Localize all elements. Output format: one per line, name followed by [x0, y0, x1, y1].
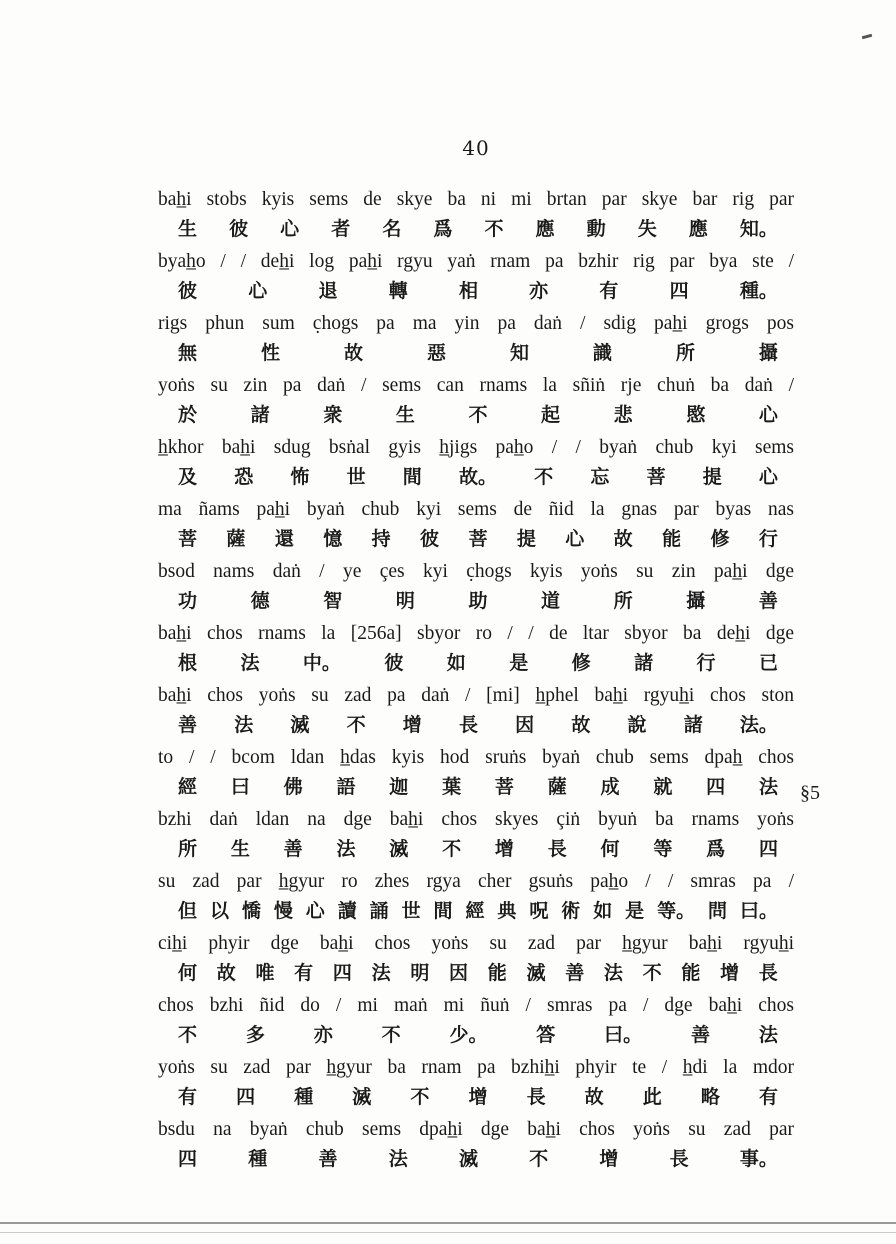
bilingual-text-body: [158, 186, 798, 1178]
chinese-glyph: 如: [593, 900, 613, 922]
chinese-glyph: 名: [382, 218, 402, 240]
chinese-glyph: 呪: [529, 900, 549, 922]
text-line-pair: [158, 930, 798, 992]
chinese-glyph: 四: [236, 1086, 256, 1108]
chinese-glyph: 能: [681, 962, 701, 984]
chinese-glyph: 誦: [369, 900, 389, 922]
chinese-glyph: 不: [534, 466, 554, 488]
chinese-glyph: 增: [402, 714, 422, 736]
text-line-pair: [158, 372, 798, 434]
chinese-glyph: 心: [280, 218, 300, 240]
chinese-glyph: 應: [535, 218, 555, 240]
tibetan-transliteration-line: rigs phun sum c̣hogs pa ma yin pa daṅ / sdig pah̲i grogs pos: [158, 313, 794, 334]
chinese-glyph: 增: [720, 962, 740, 984]
chinese-glyph: 不: [529, 1148, 549, 1170]
chinese-glyph: 長: [758, 962, 778, 984]
chinese-glyph: 有: [178, 1086, 198, 1108]
text-line-pair: [158, 868, 798, 930]
chinese-glyph: 不: [178, 1024, 198, 1046]
text-line-pair: [158, 992, 798, 1054]
chinese-glyph: 亦: [313, 1024, 333, 1046]
chinese-glyph: 明: [395, 590, 415, 612]
chinese-glyph: 能: [662, 528, 682, 550]
chinese-glyph: 成: [600, 776, 620, 798]
chinese-translation-line: [178, 1144, 778, 1174]
chinese-glyph: 菩: [178, 528, 198, 550]
chinese-glyph: 如: [446, 652, 466, 674]
chinese-glyph: 故: [584, 1086, 604, 1108]
chinese-glyph: 種: [248, 1148, 268, 1170]
chinese-glyph: 提: [516, 528, 536, 550]
chinese-glyph: 因: [515, 714, 535, 736]
text-line-pair: [158, 744, 798, 806]
chinese-translation-line: [178, 1020, 778, 1050]
section-marker: §5: [800, 782, 820, 804]
tibetan-transliteration-line: yoṅs su zin pa daṅ / sems can rnams la sñiṅ rje chuṅ ba daṅ /: [158, 375, 794, 396]
chinese-glyph: 怖: [290, 466, 310, 488]
chinese-glyph: 動: [586, 218, 606, 240]
chinese-glyph: 法: [388, 1148, 408, 1170]
chinese-glyph: 修: [710, 528, 730, 550]
chinese-glyph: 攝: [686, 590, 706, 612]
chinese-glyph: 少。: [449, 1024, 488, 1046]
tibetan-transliteration-line: ma ñams pah̲i byaṅ chub kyi sems de ñid la gnas par byas nas: [158, 499, 794, 520]
chinese-glyph: 生: [395, 404, 415, 426]
chinese-glyph: 彼: [229, 218, 249, 240]
chinese-glyph: 增: [494, 838, 514, 860]
chinese-glyph: 所: [613, 590, 633, 612]
chinese-glyph: 及: [178, 466, 198, 488]
chinese-glyph: 菩: [646, 466, 666, 488]
chinese-glyph: 能: [487, 962, 507, 984]
chinese-glyph: 彼: [420, 528, 440, 550]
chinese-glyph: 事。: [739, 1148, 778, 1170]
chinese-glyph: 法: [758, 776, 778, 798]
chinese-glyph: 心: [248, 280, 268, 302]
chinese-glyph: 善: [283, 838, 303, 860]
chinese-glyph: 爲: [433, 218, 453, 240]
chinese-glyph: 故: [216, 962, 236, 984]
chinese-glyph: 忘: [590, 466, 610, 488]
chinese-glyph: 滅: [352, 1086, 372, 1108]
chinese-glyph: 諸: [250, 404, 270, 426]
chinese-glyph: 者: [331, 218, 351, 240]
chinese-glyph: 相: [458, 280, 478, 302]
chinese-glyph: 長: [547, 838, 567, 860]
chinese-glyph: 滅: [389, 838, 409, 860]
chinese-glyph: 故: [343, 342, 363, 364]
chinese-glyph: 曰。: [739, 900, 778, 922]
chinese-glyph: 說: [627, 714, 647, 736]
chinese-glyph: 答: [536, 1024, 556, 1046]
chinese-glyph: 悲: [613, 404, 633, 426]
text-line-pair: [158, 806, 798, 868]
chinese-glyph: 菩: [468, 528, 488, 550]
tibetan-transliteration-line: to / / bcom ldan h̲das kyis hod sruṅs byaṅ chub sems dpah̲ chos: [158, 747, 794, 768]
chinese-translation-line: [178, 214, 778, 244]
text-line-pair: [158, 248, 798, 310]
chinese-glyph: 無: [178, 342, 198, 364]
chinese-glyph: 不: [381, 1024, 401, 1046]
chinese-glyph: 問: [708, 900, 728, 922]
chinese-glyph: 四: [669, 280, 689, 302]
chinese-glyph: 彼: [384, 652, 404, 674]
text-line-pair: [158, 496, 798, 558]
chinese-glyph: 佛: [283, 776, 303, 798]
chinese-glyph: 失: [637, 218, 657, 240]
chinese-glyph: 種。: [739, 280, 778, 302]
chinese-glyph: 曰: [230, 776, 250, 798]
chinese-glyph: 薩: [226, 528, 246, 550]
chinese-glyph: 不: [468, 404, 488, 426]
chinese-glyph: 善: [691, 1024, 711, 1046]
chinese-glyph: 長: [669, 1148, 689, 1170]
chinese-glyph: 增: [599, 1148, 619, 1170]
chinese-glyph: 語: [336, 776, 356, 798]
chinese-glyph: 彼: [178, 280, 198, 302]
chinese-glyph: 曰。: [604, 1024, 643, 1046]
text-line-pair: [158, 682, 798, 744]
chinese-glyph: 道: [541, 590, 561, 612]
chinese-glyph: 法: [240, 652, 260, 674]
chinese-glyph: 種: [294, 1086, 314, 1108]
chinese-glyph: 法: [758, 1024, 778, 1046]
chinese-glyph: 有: [758, 1086, 778, 1108]
text-line-pair: [158, 558, 798, 620]
chinese-glyph: 根: [178, 652, 198, 674]
chinese-glyph: 轉: [388, 280, 408, 302]
chinese-glyph: 已: [758, 652, 778, 674]
chinese-glyph: 退: [318, 280, 338, 302]
text-line-pair: [158, 186, 798, 248]
chinese-glyph: 薩: [547, 776, 567, 798]
chinese-glyph: 經: [178, 776, 198, 798]
chinese-translation-line: [178, 524, 778, 554]
chinese-glyph: 爲: [706, 838, 726, 860]
tibetan-transliteration-line: chos bzhi ñid do / mi maṅ mi ñuṅ / smras pa / dge bah̲i chos: [158, 995, 794, 1016]
chinese-glyph: 何: [600, 838, 620, 860]
chinese-glyph: 心: [758, 466, 778, 488]
tibetan-transliteration-line: bzhi daṅ ldan na dge bah̲i chos skyes çiṅ byuṅ ba rnams yoṅs: [158, 809, 794, 830]
chinese-glyph: 滅: [290, 714, 310, 736]
chinese-glyph: 唯: [255, 962, 275, 984]
chinese-glyph: 略: [700, 1086, 720, 1108]
chinese-glyph: 法: [603, 962, 623, 984]
chinese-glyph: 攝: [758, 342, 778, 364]
chinese-glyph: 長: [526, 1086, 546, 1108]
chinese-glyph: 滅: [526, 962, 546, 984]
chinese-translation-line: [178, 896, 778, 926]
chinese-glyph: 就: [653, 776, 673, 798]
chinese-glyph: 諸: [634, 652, 654, 674]
chinese-translation-line: [178, 586, 778, 616]
chinese-glyph: 四: [332, 962, 352, 984]
chinese-translation-line: [178, 710, 778, 740]
scan-speck: [862, 34, 872, 39]
chinese-glyph: 不: [346, 714, 366, 736]
text-line-pair: [158, 1054, 798, 1116]
chinese-glyph: 善: [318, 1148, 338, 1170]
chinese-glyph: 不: [642, 962, 662, 984]
chinese-glyph: 不: [484, 218, 504, 240]
chinese-translation-line: [178, 1082, 778, 1112]
chinese-glyph: 等: [653, 838, 673, 860]
chinese-glyph: 所: [178, 838, 198, 860]
chinese-glyph: 善: [758, 590, 778, 612]
chinese-glyph: 法: [234, 714, 254, 736]
chinese-glyph: 世: [401, 900, 421, 922]
chinese-glyph: 是: [509, 652, 529, 674]
chinese-translation-line: [178, 338, 778, 368]
chinese-glyph: 助: [468, 590, 488, 612]
tibetan-transliteration-line: bsod nams daṅ / ye çes kyi c̣hogs kyis yoṅs su zin pah̲i dge: [158, 561, 794, 582]
chinese-glyph: 應: [688, 218, 708, 240]
chinese-glyph: 是: [625, 900, 645, 922]
chinese-glyph: 憶: [323, 528, 343, 550]
tibetan-transliteration-line: bah̲i chos yoṅs su zad pa daṅ / [mi] h̲phel bah̲i rgyuh̲i chos ston: [158, 685, 794, 706]
chinese-glyph: 法: [336, 838, 356, 860]
chinese-glyph: 智: [323, 590, 343, 612]
chinese-glyph: 不: [410, 1086, 430, 1108]
chinese-glyph: 術: [561, 900, 581, 922]
chinese-glyph: 修: [571, 652, 591, 674]
chinese-glyph: 此: [642, 1086, 662, 1108]
chinese-glyph: 恐: [234, 466, 254, 488]
chinese-glyph: 增: [468, 1086, 488, 1108]
chinese-glyph: 讀: [337, 900, 357, 922]
chinese-glyph: 等。: [657, 900, 696, 922]
chinese-glyph: 生: [178, 218, 198, 240]
chinese-translation-line: [178, 648, 778, 678]
chinese-glyph: 間: [402, 466, 422, 488]
tibetan-transliteration-line: bah̲i chos rnams la [256a] sbyor ro / / de ltar sbyor ba deh̲i dge: [158, 623, 794, 644]
chinese-glyph: 滅: [458, 1148, 478, 1170]
chinese-glyph: 知。: [739, 218, 778, 240]
chinese-glyph: 衆: [323, 404, 343, 426]
chinese-glyph: 四: [758, 838, 778, 860]
chinese-translation-line: [178, 462, 778, 492]
bottom-rule: [0, 1222, 896, 1224]
chinese-glyph: 世: [346, 466, 366, 488]
chinese-glyph: 慢: [273, 900, 293, 922]
chinese-translation-line: [178, 958, 778, 988]
chinese-glyph: 但: [178, 900, 198, 922]
tibetan-transliteration-line: bsdu na byaṅ chub sems dpah̲i dge bah̲i chos yoṅs su zad par: [158, 1119, 794, 1140]
tibetan-transliteration-line: h̲khor bah̲i sdug bsṅal gyis h̲jigs pah̲o / / byaṅ chub kyi sems: [158, 437, 794, 458]
text-line-pair: [158, 310, 798, 372]
chinese-glyph: 行: [758, 528, 778, 550]
chinese-glyph: 行: [696, 652, 716, 674]
chinese-glyph: 性: [260, 342, 280, 364]
chinese-glyph: 經: [465, 900, 485, 922]
chinese-glyph: 何: [178, 962, 198, 984]
chinese-glyph: 提: [702, 466, 722, 488]
chinese-glyph: 有: [599, 280, 619, 302]
chinese-glyph: 生: [230, 838, 250, 860]
chinese-glyph: 識: [592, 342, 612, 364]
chinese-glyph: 四: [706, 776, 726, 798]
chinese-glyph: 德: [250, 590, 270, 612]
tibetan-transliteration-line: su zad par h̲gyur ro zhes rgya cher gsuṅs pah̲o / / smras pa /: [158, 871, 794, 892]
chinese-glyph: 於: [178, 404, 198, 426]
chinese-glyph: 迦: [389, 776, 409, 798]
chinese-glyph: 心: [758, 404, 778, 426]
chinese-glyph: 諸: [683, 714, 703, 736]
chinese-glyph: 所: [675, 342, 695, 364]
chinese-glyph: 菩: [494, 776, 514, 798]
chinese-glyph: 善: [178, 714, 198, 736]
chinese-glyph: 心: [565, 528, 585, 550]
text-line-pair: [158, 434, 798, 496]
tibetan-transliteration-line: byah̲o / / deh̲i log pah̲i rgyu yaṅ rnam pa bzhir rig par bya ste /: [158, 251, 794, 272]
chinese-glyph: 間: [433, 900, 453, 922]
chinese-glyph: 持: [371, 528, 391, 550]
text-line-pair: [158, 620, 798, 682]
chinese-glyph: 善: [565, 962, 585, 984]
text-line-pair: [158, 1116, 798, 1178]
chinese-glyph: 中。: [302, 652, 341, 674]
chinese-glyph: 亦: [529, 280, 549, 302]
chinese-glyph: 因: [449, 962, 469, 984]
chinese-glyph: 起: [541, 404, 561, 426]
chinese-translation-line: [178, 834, 778, 864]
chinese-translation-line: [178, 276, 778, 306]
chinese-glyph: 長: [458, 714, 478, 736]
chinese-translation-line: [178, 400, 778, 430]
chinese-glyph: 法: [371, 962, 391, 984]
chinese-glyph: 多: [245, 1024, 265, 1046]
chinese-glyph: 故: [613, 528, 633, 550]
bottom-rule-faint: [0, 1232, 896, 1233]
chinese-glyph: 不: [442, 838, 462, 860]
chinese-glyph: 典: [497, 900, 517, 922]
tibetan-transliteration-line: yoṅs su zad par h̲gyur ba rnam pa bzhih̲i phyir te / h̲di la mdor: [158, 1057, 794, 1078]
chinese-glyph: 葉: [442, 776, 462, 798]
tibetan-transliteration-line: cih̲i phyir dge bah̲i chos yoṅs su zad par h̲gyur bah̲i rgyuh̲i: [158, 933, 794, 954]
chinese-glyph: 惡: [426, 342, 446, 364]
chinese-glyph: 四: [178, 1148, 198, 1170]
page-number: 40: [462, 136, 490, 160]
chinese-translation-line: [178, 772, 778, 802]
chinese-glyph: 知: [509, 342, 529, 364]
chinese-glyph: 法。: [739, 714, 778, 736]
chinese-glyph: 心: [305, 900, 325, 922]
chinese-glyph: 憍: [241, 900, 261, 922]
chinese-glyph: 故: [571, 714, 591, 736]
chinese-glyph: 有: [294, 962, 314, 984]
tibetan-transliteration-line: bah̲i stobs kyis sems de skye ba ni mi brtan par skye bar rig par: [158, 189, 794, 210]
chinese-glyph: 功: [178, 590, 198, 612]
chinese-glyph: 還: [274, 528, 294, 550]
chinese-glyph: 故。: [458, 466, 497, 488]
chinese-glyph: 明: [410, 962, 430, 984]
chinese-glyph: 愍: [686, 404, 706, 426]
chinese-glyph: 以: [209, 900, 229, 922]
